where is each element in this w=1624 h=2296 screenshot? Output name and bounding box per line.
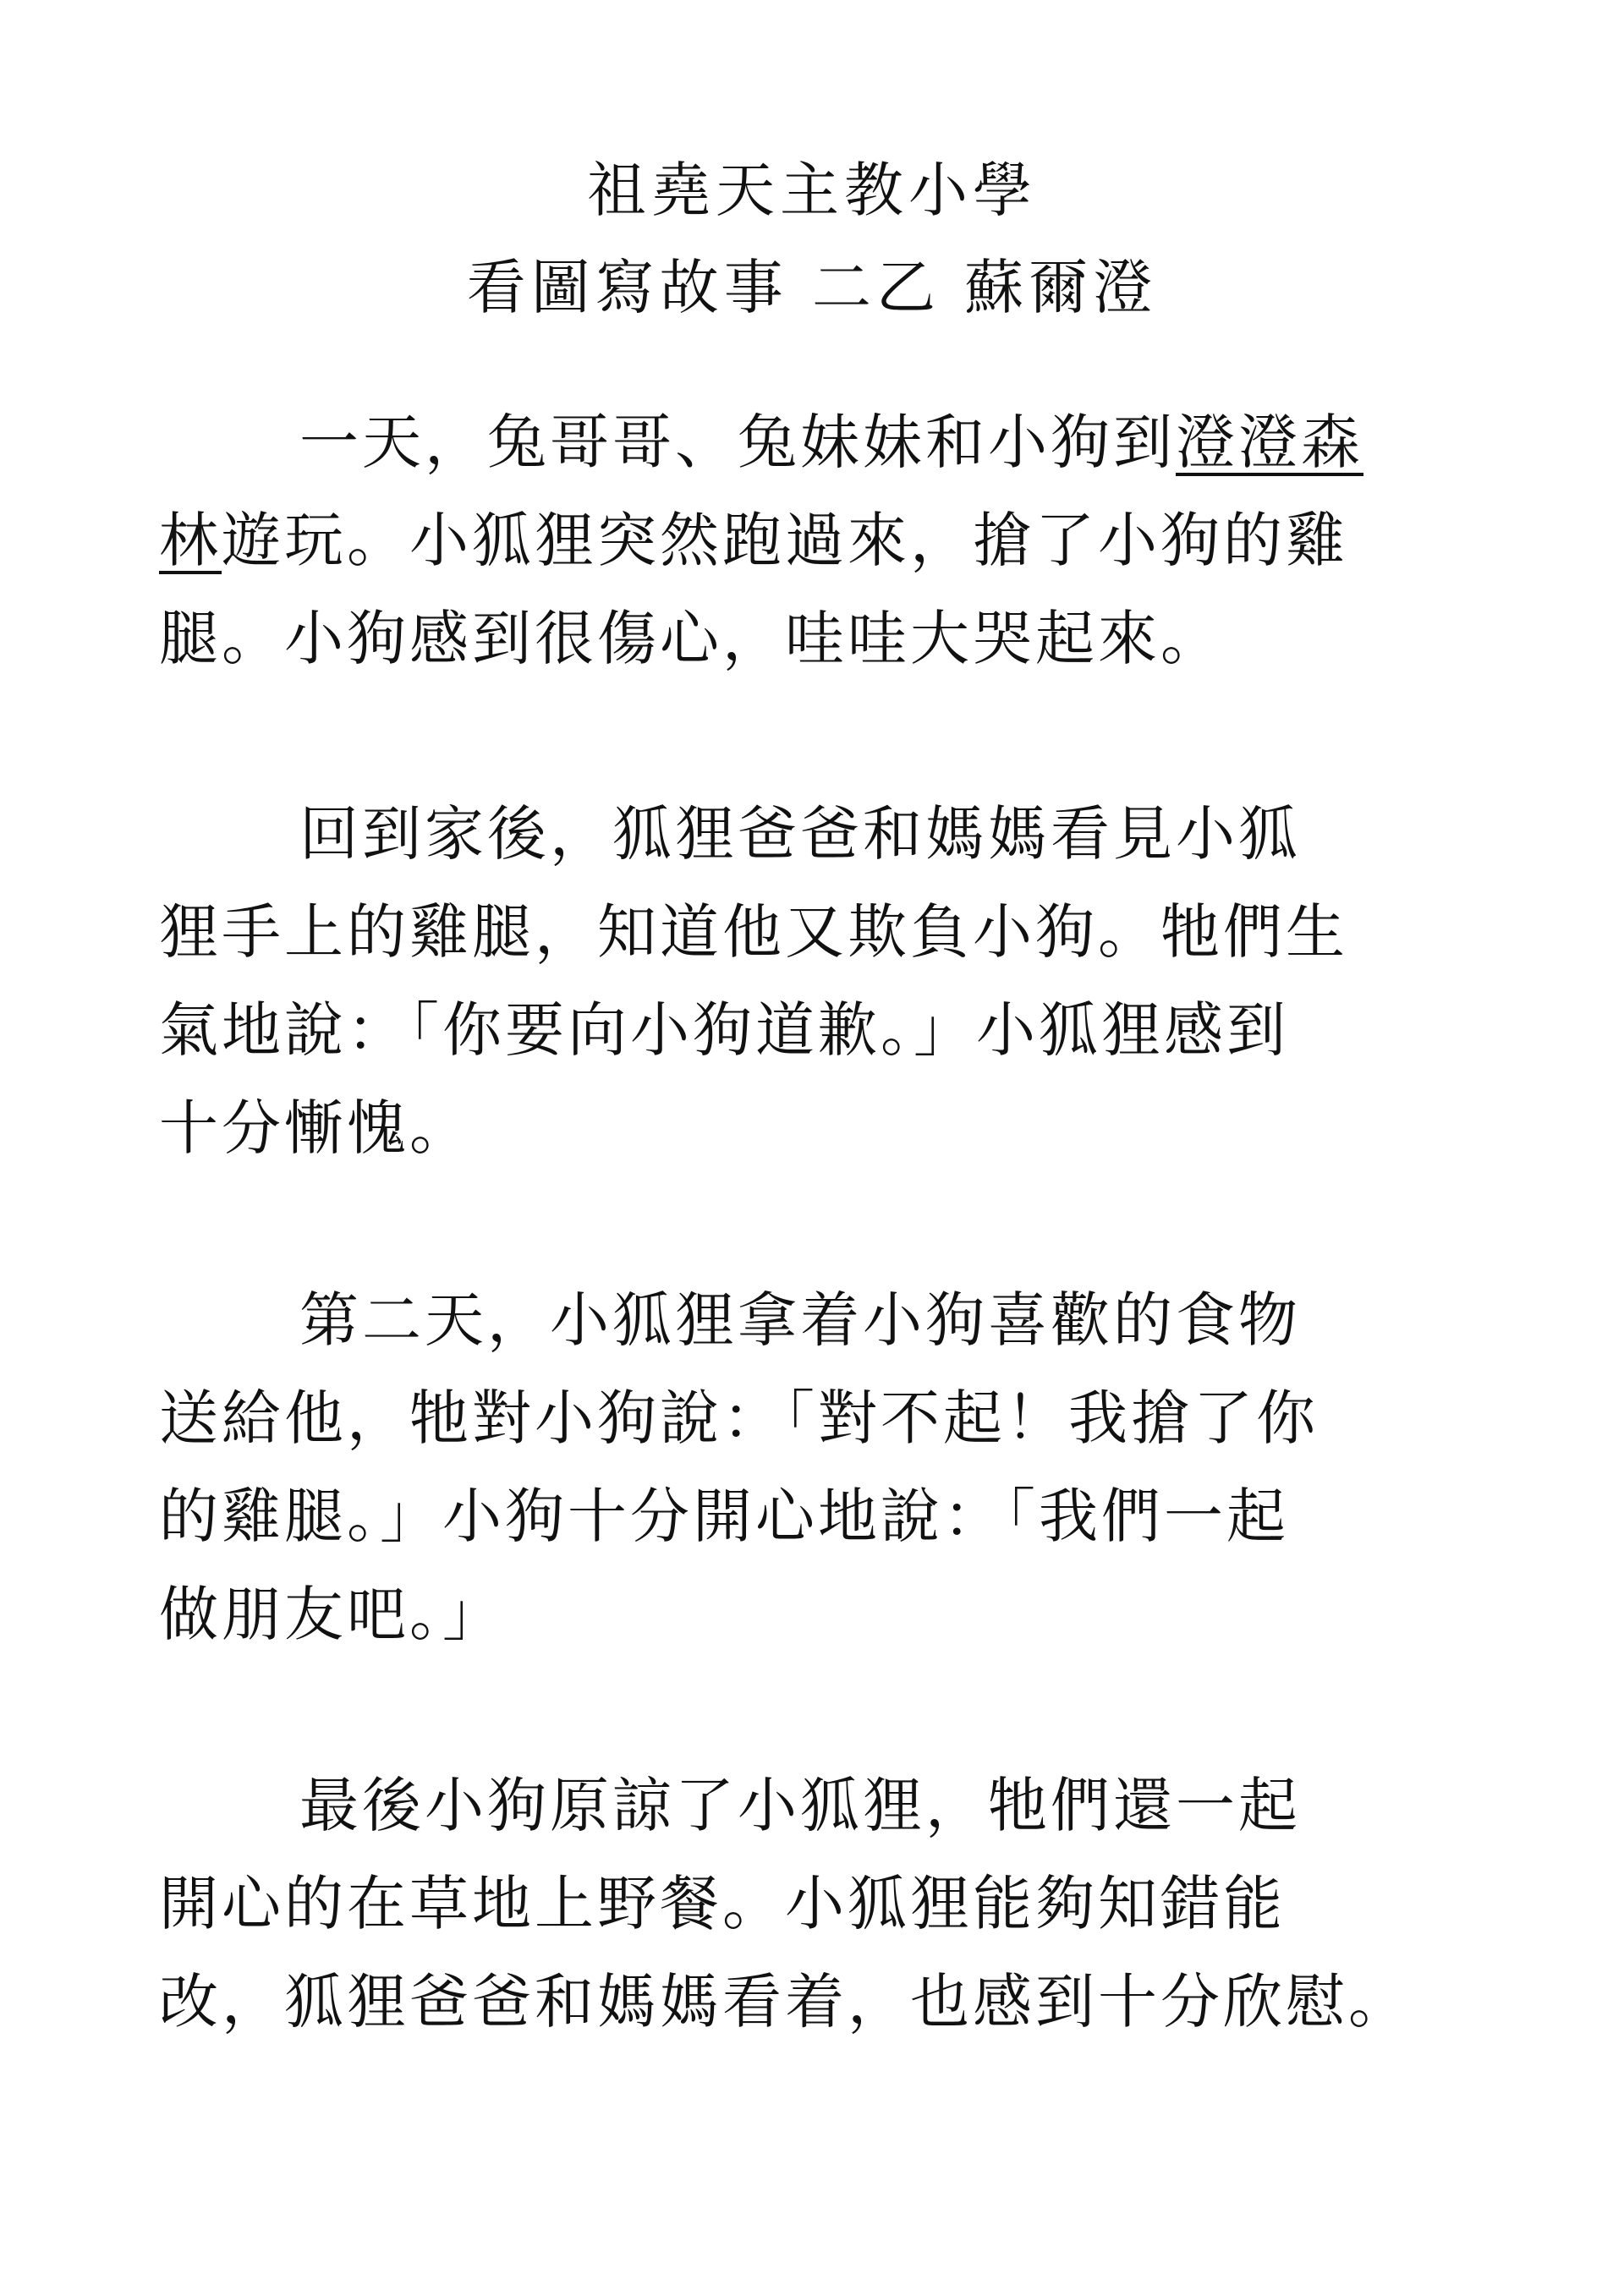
paragraph-line: 狸手上的雞腿，知道他又欺負小狗。牠們生 xyxy=(159,897,1348,967)
story-subtitle: 看圖寫故事 二乙 蘇爾澄 xyxy=(466,253,1158,322)
paragraph-line: 第二天，小狐狸拿着小狗喜歡的食物 xyxy=(299,1285,1301,1355)
paragraph-line: 十分慚愧。 xyxy=(159,1093,472,1163)
paragraph-line: 最後小狗原諒了小狐狸，牠們還一起 xyxy=(299,1771,1301,1840)
line-text: 一天，兔哥哥、兔妹妹和小狗到 xyxy=(299,408,1176,477)
underlined-place-name: 澄澄森 xyxy=(1176,408,1363,477)
paragraph-line: 做朋友吧。」 xyxy=(159,1580,505,1649)
underlined-place-name: 林 xyxy=(159,506,222,575)
paragraph-3 xyxy=(159,1271,1462,1663)
paragraph-line xyxy=(159,491,1462,589)
paragraph-2 xyxy=(159,785,1462,1177)
paragraph-line: 改，狐狸爸爸和媽媽看着，也感到十分欣慰。 xyxy=(159,1967,1411,2036)
paragraph-line: 氣地說：「你要向小狗道歉。」小狐狸感到 xyxy=(159,995,1289,1065)
paragraph-line xyxy=(159,393,1462,491)
paragraph-line: 回到家後，狐狸爸爸和媽媽看見小狐 xyxy=(299,799,1301,869)
paragraph-line: 送給他，牠對小狗說：「對不起！我搶了你 xyxy=(159,1384,1319,1453)
paragraph-line: 開心的在草地上野餐。小狐狸能夠知錯能 xyxy=(159,1869,1286,1938)
school-title: 祖堯天主教小學 xyxy=(587,156,1037,225)
paragraph-4 xyxy=(159,1756,1462,2051)
paragraph-1 xyxy=(159,393,1462,688)
paragraph-line: 腿。小狗感到很傷心，哇哇大哭起來。 xyxy=(159,604,1223,673)
line-text: 遊玩。小狐狸突然跑過來，搶了小狗的雞 xyxy=(222,506,1348,575)
paragraph-line: 的雞腿。」小狗十分開心地說：「我們一起 xyxy=(159,1482,1289,1551)
